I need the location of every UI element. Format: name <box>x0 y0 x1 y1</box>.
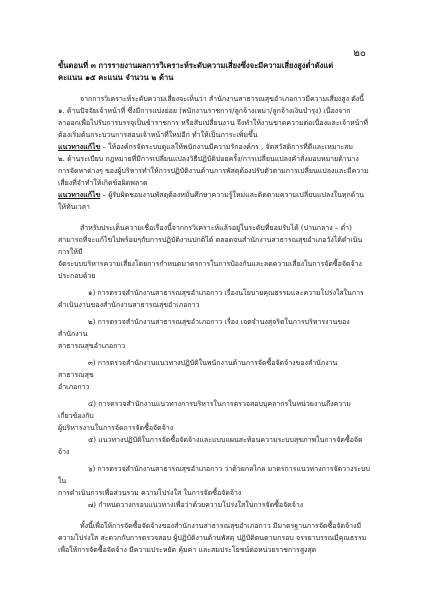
intro-paragraph <box>58 93 373 141</box>
text-line: ๑. ด้านปัจจัยเจ้าหน้าที่ ซึ่งมีการแบ่งย่อย (พนักงานราชการ/ลูกจ้างเหมา/ลูกจ้างเงินบำรุง) เนื่องจาก <box>58 107 351 115</box>
text-line: จัดระบบบริหารความเสี่ยงโดยการกำหนดมาตรการในการป้องกันและลดความเสี่ยงในการจัดซื้อจัดจ้าง <box>58 260 362 268</box>
text-line: เสี่ยงที่จำทำให้เกิดข้อผิดพลาด <box>58 179 148 187</box>
text-line: สาธารณสุขอำเภอกาว <box>58 342 126 350</box>
text-line: ดำเนินงานของสำนักงานสาธารณสุขอำเภอกาว <box>58 301 200 309</box>
text-line: ๓) การตรวจสำนักงานแนวทางปฏิบัติในพนักงานด้านการจัดซื้อจัดจ้างของสำนักงานสาธารณสุข <box>58 359 338 379</box>
list-item <box>58 316 373 352</box>
text-line: ๒) การตรวจสำนักงานสาธารณสุขอำเภอกาว เรื่อง เจตจำนงสุจริตในการบริหารงานของสำนักงาน <box>58 318 350 338</box>
list-item <box>58 463 373 499</box>
list-item <box>58 287 373 311</box>
text-line: การจัดหาต่างๆ ของผู้บริหารทำให้การปฏิบัติงานด้านการพัสดุต้องปรับตัวตามการเปลี่ยนแปลงและมีความ <box>58 167 369 175</box>
list-item <box>58 398 373 434</box>
heading-line: ขั้นตอนที่ ๓ การรายงานผลการวิเคราะห์ระดับความเสี่ยงซึ่งจะมีความเสี่ยงสูงต่ำดังแต่ <box>58 61 334 70</box>
text-line <box>58 189 373 201</box>
list-item <box>58 499 373 511</box>
text-line: ผู้บริหารงานในการจัดการจัดซื้อจัดจ้าง <box>58 424 174 432</box>
solution-paragraph-2 <box>58 189 373 213</box>
document-body <box>58 60 373 556</box>
heading-line: คะแนน ๑๕ คะแนน จำนวน ๒ ด้าน <box>58 73 174 82</box>
solution-paragraph-1 <box>58 141 373 189</box>
text-line: ความโปร่งใส สะดวกกับการตรวจสอบ ผู้ปฏิบัติงานด้านพัสดุ ปฏิบัติตนตามกรอบ จรรยาบรรณมีคุณธรรม <box>58 534 367 542</box>
text-line: ๗) กำหนดวางกรอบแนวทางเพื่อว่าด้วยความโปร่งใสในการจัดซื้อจัดจ้าง <box>88 501 304 509</box>
solution-text: – ให้องค์กรจัดระบบดูแลให้พนักงานมีความรักองค์กร , จัดสวัสดิการที่ดีและเหมาะสม <box>100 143 354 151</box>
text-line: เพื่อให้การจัดซื้อจัดจ้าง มีความประหยัด คุ้มค่า และสมประโยชน์ต่อหน่วยราชการสูงสุด <box>58 546 317 554</box>
summary-paragraph <box>58 222 373 282</box>
text-line: สำหรับประเด็นความเชื่อเรื่องนี้จากกรวิเคราะห์แล้วอยู่ในระดับที่ยอมรับได้ (ปานกลาง – ต่ำ) <box>80 224 352 232</box>
text-line: การดำเนินการเพื่อส่วนรวม ความโปร่งใส ในการจัดซื้อจัดจ้าง <box>58 489 242 497</box>
closing-paragraph <box>58 520 373 556</box>
solution-text: – ผู้รับผิดชอบงานพัสดุต้องหมั่นศึกษาความรู้ใหม่และติดตามความเปลี่ยนแปลงในทุกด้าน <box>100 191 364 199</box>
text-line: ๖) การตรวจสำนักงานสาธารณสุขอำเภอกาว ว่าด้วยกลไกล มาตรการแนวทางการจัดวางระบบใน <box>58 465 370 485</box>
text-line: ลาออกเพื่อไปรับการบรรจุเป็นข้าราชการ หรือสับเปลี่ยนงาน จึงทำให้งานขาดความต่อเนื่องและเจ้าหน้าที่ <box>58 119 368 127</box>
solution-label: แนวทางแก้ไข <box>58 142 101 151</box>
measures-list <box>58 287 373 511</box>
text-line: ทั้งนี้เพื่อให้การจัดซื้อจัดจ้างของสำนักงานสาธารณสุขอำเภอกาว มีมาตรฐานการจัดซื้อจัดจ้างมี <box>80 522 362 530</box>
list-item <box>58 434 373 458</box>
text-line: ๕) แนวทางปฏิบัติในการจัดซื้อจัดจ้างและแบบแผนสะท้อนความระบบสุขภาพในการจัดซื้อจัดจ้าง <box>58 436 363 456</box>
text-line <box>58 141 373 153</box>
text-line: อำเภอกาว <box>58 383 90 391</box>
section-heading <box>58 60 373 84</box>
text-line: ให้ทันเวลา <box>58 203 90 211</box>
text-line: สามารถที่จะแก้ไขไปพร้อมๆกับการปฏิบัติงานปกติได้ ตลอดจนสำนักงานสาธารณสุขอำเภอวังได้ดำเนินการให้มี <box>58 236 363 256</box>
text-line: ต้องเริ่มต้นกระบวนการสอนเจ้าหน้าที่ใหม่อีก ทำให้เป็นภาระเพิ่มขึ้น <box>58 131 258 139</box>
text-line: ๒. ด้านระเบียบ กฎหมายที่มีการเปลี่ยนแปลงวิธีปฏิบัติบ่อยครั้ง/การเปลี่ยนแปลงคำสั่งมอบหมายด้านาง <box>58 155 359 163</box>
text-line: ประกอบด้วย <box>58 272 96 280</box>
text-line: จากการวิเคราะห์ระดับความเสี่ยงจะเห็นว่า สำนักงานสาธารณสุขอำเภอกาวมีความเสี่ยงสูง ดังนี้ <box>80 95 365 103</box>
solution-label: แนวทางแก้ไข <box>58 190 101 199</box>
list-item <box>58 357 373 393</box>
text-line: ๑) การตรวจสำนักงานสาธารณสุขอำเภอกาว เรื่องนโยบายคุณธรรมและความโปร่งใสในการ <box>88 289 364 297</box>
page-number: ๒๐ <box>353 48 366 59</box>
text-line: ๔) การตรวจสำนักงานแนวทางการบริหารในการตรวจสอบบุคลากรในหน่วยงานถึงความเกี่ยวข้องกับ <box>58 400 351 420</box>
